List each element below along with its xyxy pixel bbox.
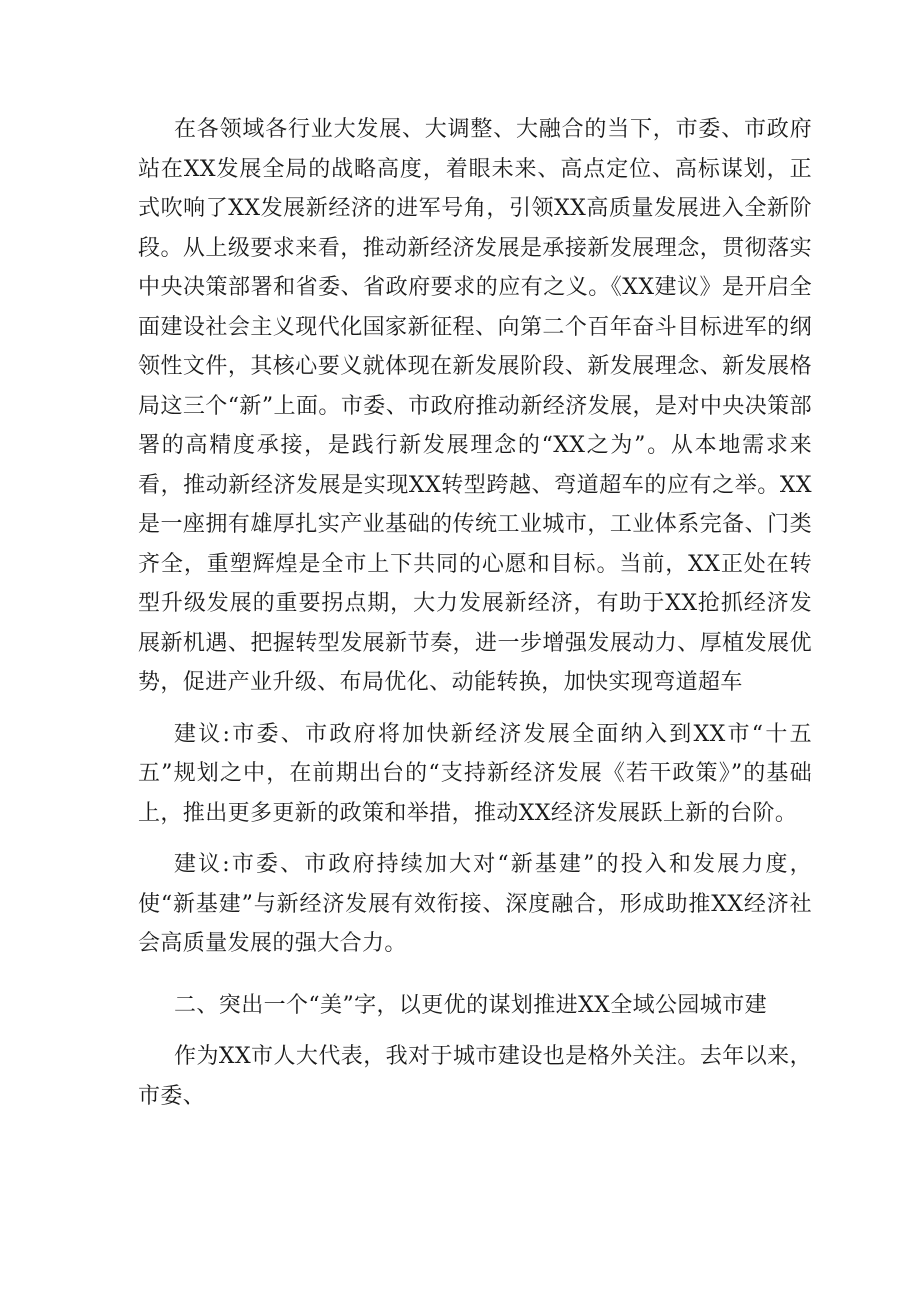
section-heading-park-city: 二、突出一个“美”字，以更优的谋划推进XX全域公园城市建 <box>174 992 768 1018</box>
paragraph-suggestion-planning: 建议:市委、市政府将加快新经济发展全面纳入到XX市“十五五”规划之中，在前期出台的“支持新经济发展《若干政策》”的基础上，推出更多更新的政策和举措，推动XX经济发展跃上新的台阶。 <box>138 721 812 826</box>
paragraph-new-economy: 在各领域各行业大发展、大调整、大融合的当下，市委、市政府站在XX发展全局的战略高度，着眼未来、高点定位、高标谋划，正式吹响了XX发展新经济的进军号角，引领XX高质量发展进入全新阶段。从上级要求来看，推动新经济发展是承接新发展理念，贯彻落实中央决策部署和省委、省政府要求的应有之义。《XX建议》是开启全面建设社会主义现代化国家新征程、向第二个百年奋斗目标进军的纲领性文件，其核心要义就体现在新发展阶段、新发展理念、新发展格局这三个“新”上面。市委、市政府推动新经济发展，是对中央决策部署的高精度承接，是践行新发展理念的“XX之为”。从本地需求来看，推动新经济发展是实现XX转型跨越、弯道超车的应有之举。XX是一座拥有雄厚扎实产业基础的传统工业城市，工业体系完备、门类齐全，重塑辉煌是全市上下共同的心愿和目标。当前，XX正处在转型升级发展的重要拐点期，大力发展新经济，有助于XX抢抓经济发展新机遇、把握转型发展新节奏，进一步增强发展动力、厚植发展优势，促进产业升级、布局优化、动能转换，加快实现弯道超车 <box>138 117 812 695</box>
paragraph-suggestion-infrastructure: 建议:市委、市政府持续加大对“新基建”的投入和发展力度，使“新基建”与新经济发展有效衔接、深度融合，形成助推XX经济社会高质量发展的强大合力。 <box>138 852 812 956</box>
paragraph-city-construction: 作为XX市人大代表，我对于城市建设也是格外关注。去年以来，市委、 <box>138 1044 812 1109</box>
